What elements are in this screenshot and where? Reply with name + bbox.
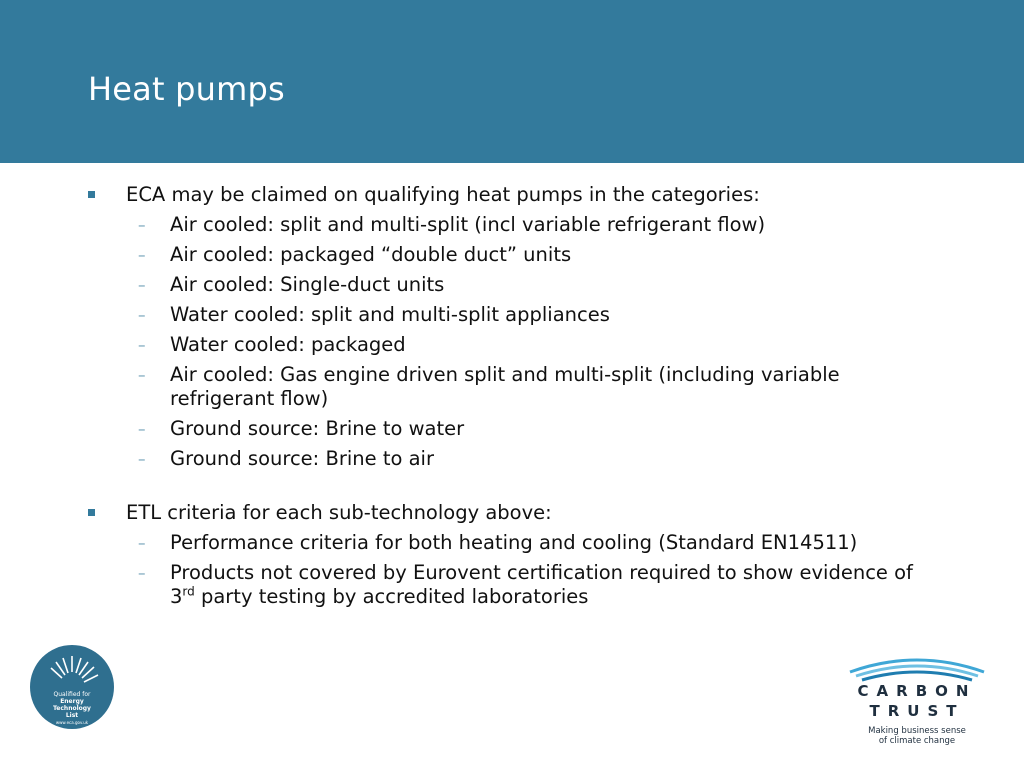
tagline-line1: Making business sense [868, 726, 966, 736]
carbon-trust-logo [842, 650, 992, 750]
sub-bullet-text: Water cooled: packaged [170, 333, 406, 356]
slide-title: Heat pumps [88, 70, 285, 108]
sub-bullet-text: Air cooled: packaged “double duct” units [170, 243, 572, 266]
tagline-line2: of climate change [878, 736, 956, 746]
sub-bullet-text: Air cooled: split and multi-split (incl variable refrigerant flow) [170, 213, 766, 236]
bullet-level1 [88, 501, 938, 525]
eca-logo-line2: Energy [60, 698, 84, 705]
sub-bullet-text: Water cooled: split and multi-split appliances [170, 303, 610, 326]
dash-bullet-icon: – [138, 216, 146, 234]
sub-bullet [88, 303, 938, 327]
eca-etl-logo [27, 642, 117, 732]
bullet-text: ETL criteria for each sub-technology above: [126, 501, 552, 524]
bullet-level1 [88, 183, 938, 207]
sub-bullet-text: Ground source: Brine to air [170, 447, 434, 470]
sub-bullet [88, 531, 938, 555]
dash-bullet-icon: – [138, 306, 146, 324]
sub-bullet-text: Air cooled: Single-duct units [170, 273, 445, 296]
sub-bullet [88, 333, 938, 357]
eca-logo-line3: Technology [53, 705, 91, 712]
bullet-text: ECA may be claimed on qualifying heat pumps in the categories: [126, 183, 760, 206]
eca-logo-line1: Qualified for [53, 691, 91, 698]
slide-content [88, 183, 938, 639]
dash-bullet-icon: – [138, 450, 146, 468]
dash-bullet-icon: – [138, 420, 146, 438]
carbon-word: CARBON [857, 682, 977, 700]
trust-word: TRUST [869, 702, 965, 720]
dash-bullet-icon: – [138, 534, 146, 552]
square-bullet-icon [88, 509, 95, 516]
sub-bullet [88, 447, 938, 471]
bullet-block-etl [88, 501, 938, 609]
sub-bullet [88, 273, 938, 297]
dash-bullet-icon: – [138, 564, 146, 582]
eca-logo-url: www.eca.gov.uk [55, 720, 89, 725]
sub-bullet [88, 213, 938, 237]
eca-logo-line4: List [65, 712, 79, 719]
dash-bullet-icon: – [138, 366, 146, 384]
sub-bullet-text: Air cooled: Gas engine driven split and multi-split (including variable refrigerant flow) [170, 363, 840, 410]
dash-bullet-icon: – [138, 246, 146, 264]
sub-bullet [88, 243, 938, 267]
wave-arcs-icon [842, 650, 992, 684]
sub-bullet [88, 417, 938, 441]
title-bar [0, 0, 1024, 163]
sub-bullet-text: Performance criteria for both heating and cooling (Standard EN14511) [170, 531, 858, 554]
dash-bullet-icon: – [138, 336, 146, 354]
superscript: rd [182, 584, 195, 599]
dash-bullet-icon: – [138, 276, 146, 294]
bullet-block-eca [88, 183, 938, 471]
sub-bullet-text: Products not covered by Eurovent certification required to show evidence of 3rd party testing by accredited laboratories [170, 561, 913, 608]
sub-bullet [88, 363, 938, 411]
square-bullet-icon [88, 191, 95, 198]
sub-bullet [88, 561, 938, 609]
sub-bullet-text: Ground source: Brine to water [170, 417, 465, 440]
